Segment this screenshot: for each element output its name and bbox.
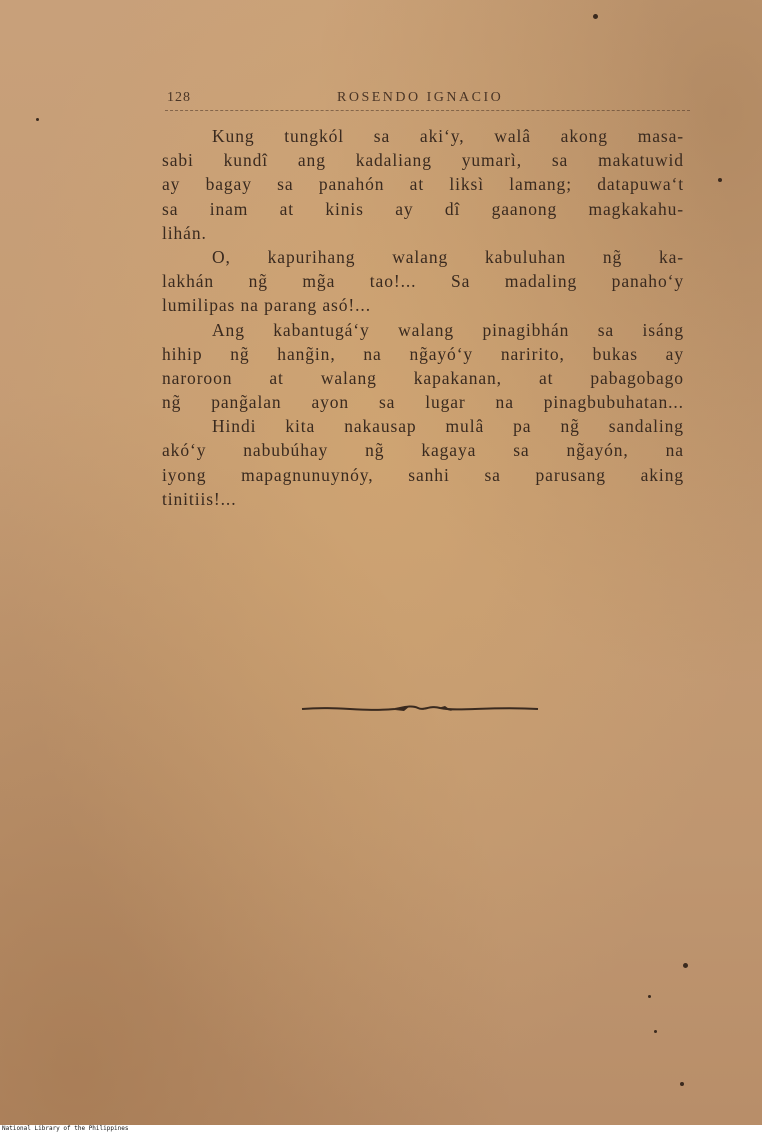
text-line: tinitiis!...: [162, 488, 237, 509]
footer-credit: National Library of the Philippines: [2, 1125, 129, 1132]
page-header: [165, 88, 690, 112]
text-line: iyong mapagnunuynóy, sanhi sa parusang aking: [162, 464, 684, 485]
text-line: naroroon at walang kapakanan, at pabagobago: [162, 367, 684, 388]
text-line: lihán.: [162, 222, 207, 243]
text-line: Ang kabantugáʻy walang pinagibhán sa isáng: [212, 319, 684, 340]
page-number: 128: [167, 90, 191, 105]
text-line: lakhán ng̃ mg̃a tao!... Sa madaling panahoʻy: [162, 271, 684, 292]
speck: [593, 14, 598, 19]
text-line: ng̃ pang̃alan ayon sa lugar na pinagbubuhatan...: [162, 392, 684, 413]
speck: [718, 178, 722, 182]
speck: [680, 1082, 684, 1086]
text-line: ay bagay sa panahón at liksì lamang; datapuwaʻt: [162, 174, 684, 195]
speck: [36, 118, 39, 121]
text-line: akóʻy nabubúhay ng̃ kagaya sa ng̃ayón, na: [162, 440, 684, 461]
text-line: sa inam at kinis ay dî gaanong magkakahu-: [162, 198, 684, 219]
speck: [648, 995, 651, 998]
text-line: Hindi kita nakausap mulâ pa ng̃ sandaling: [212, 416, 684, 437]
text-line: sabi kundî ang kadaliang yumarì, sa makatuwid: [162, 150, 684, 171]
text-line: lumilipas na parang asó!...: [162, 295, 371, 316]
text-line: O, kapurihang walang kabuluhan ng̃ ka-: [212, 246, 684, 267]
running-head: ROSENDO IGNACIO: [337, 90, 504, 105]
ornament-divider: [300, 700, 540, 718]
header-rule: [165, 110, 690, 111]
text-line: hihip ng̃ hang̃in, na ng̃ayóʻy naririto, bukas ay: [162, 343, 684, 364]
body-text: [162, 124, 684, 511]
speck: [683, 963, 688, 968]
speck: [654, 1030, 657, 1033]
text-line: Kung tungkól sa akiʻy, walâ akong masa-: [212, 126, 684, 146]
